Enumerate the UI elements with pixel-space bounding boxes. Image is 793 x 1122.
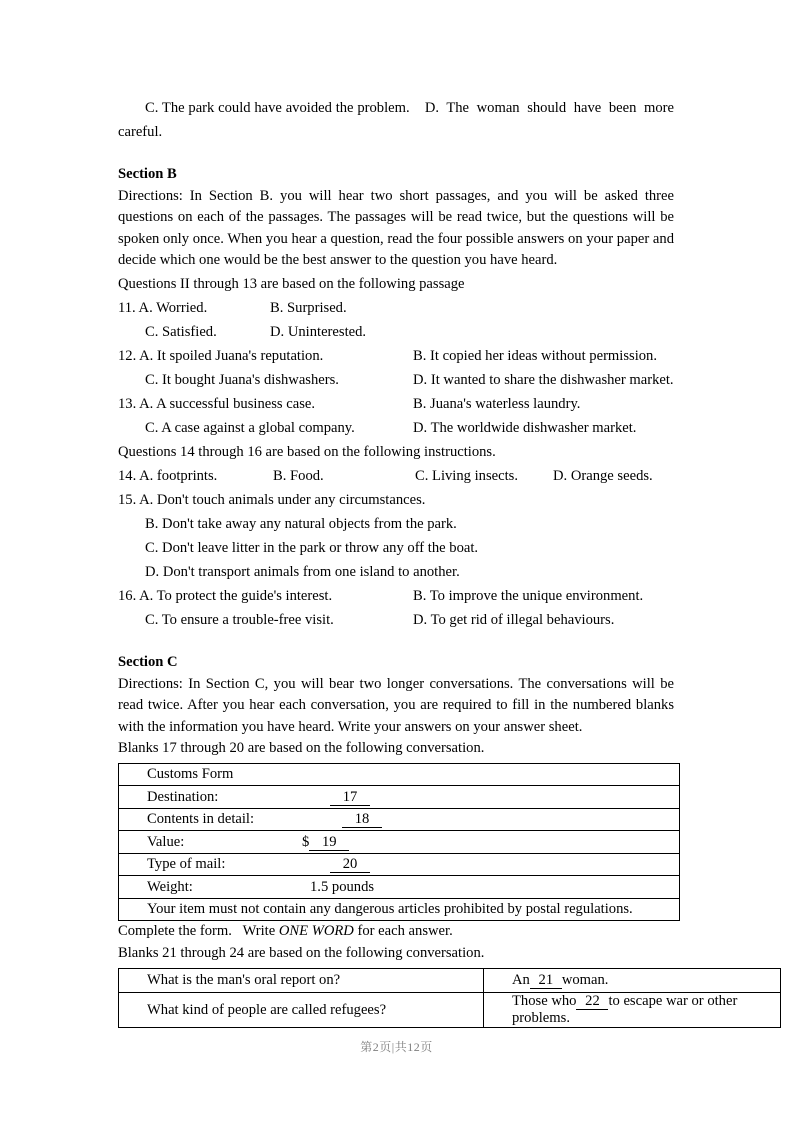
question-15-row-a: [118, 488, 674, 512]
questions-14-16-intro: Questions 14 through 16 are based on the following instructions.: [118, 443, 496, 460]
option-15-a: 15. A. Don't touch animals under any circumstances.: [118, 491, 426, 508]
complete-form-instruction: [118, 921, 674, 943]
blank-18: 18: [342, 811, 382, 828]
option-14-d: D. Orange seeds.: [553, 467, 653, 484]
option-12-c: C. It bought Juana's dishwashers.: [145, 371, 339, 388]
customs-form-row-weight: [119, 876, 680, 899]
option-15-d: D. Don't transport animals from one island to another.: [145, 563, 460, 580]
blank-20: 20: [330, 856, 370, 873]
question-12-row-cd: [118, 368, 674, 392]
qa-answer-1-pre: An: [512, 971, 530, 988]
question-15-row-c: [118, 536, 674, 560]
option-11-b: B. Surprised.: [270, 299, 347, 316]
blank-22: 22: [576, 993, 608, 1010]
question-11-row-ab: [118, 296, 674, 320]
page-footer: 第2页|共12页: [360, 1040, 433, 1054]
option-11-c: C. Satisfied.: [145, 323, 217, 340]
customs-form-row-destination: [119, 786, 680, 809]
qa-row-1: [119, 968, 781, 993]
weight-value: 1.5 pounds: [310, 878, 375, 895]
option-11-a: 11. A. Worried.: [118, 299, 208, 316]
customs-form-note-row: [119, 898, 680, 921]
customs-form-row-contents: [119, 808, 680, 831]
blanks-21-24-intro: Blanks 21 through 24 are based on the following conversation.: [118, 945, 485, 962]
qa-answer-1-post: woman.: [561, 971, 609, 988]
option-16-b: B. To improve the unique environment.: [413, 587, 644, 604]
option-15-b: B. Don't take away any natural objects from the park.: [145, 515, 457, 532]
section-b-directions: Directions: In Section B. you will hear two short passages, and you will be asked three questions on each of the passages. The passages will be read twice, but the questions will be spoken only once. When you hear a question, read the four possible answers on your paper and decide which one would be the best answer to the question you have heard.: [118, 187, 678, 269]
complete-form-pre: Complete the form. Write: [118, 923, 279, 940]
section-b-heading: Section B: [118, 166, 177, 182]
option-16-a: 16. A. To protect the guide's interest.: [118, 587, 333, 604]
option-13-c: C. A case against a global company.: [145, 419, 355, 436]
option-13-a: 13. A. A successful business case.: [118, 395, 315, 412]
option-13-d: D. The worldwide dishwasher market.: [413, 419, 637, 436]
destination-label: Destination:: [147, 788, 219, 805]
question-13-row-cd: [118, 416, 674, 440]
option-12-b: B. It copied her ideas without permission.: [413, 347, 657, 364]
section-c-directions: Directions: In Section C, you will bear two longer conversations. The conversations will be read twice. After you hear each conversation, you are required to fill in the numbered blanks with the information you have heard. Write your answers on your answer sheet.: [118, 675, 678, 735]
qa-answer-2-post: to escape war or other problems.: [512, 993, 738, 1027]
weight-label: Weight:: [147, 878, 193, 895]
option-16-d: D. To get rid of illegal behaviours.: [413, 611, 615, 628]
qa-table: [118, 968, 781, 1029]
question-15-row-d: [118, 560, 674, 584]
question-16-row-cd: [118, 608, 674, 632]
blank-19: 19: [309, 834, 349, 851]
option-11-d: D. Uninterested.: [270, 323, 367, 340]
question-12-row-ab: [118, 344, 674, 368]
page-content: [118, 96, 738, 1028]
option-14-c: C. Living insects.: [415, 467, 518, 484]
customs-form-title: Customs Form: [147, 766, 234, 783]
section-c-heading: Section C: [118, 653, 178, 670]
one-word-emphasis: ONE WORD: [278, 923, 354, 940]
qa-row-2: [119, 993, 781, 1028]
option-13-b: B. Juana's waterless laundry.: [413, 395, 581, 412]
dollar-prefix: $: [302, 833, 310, 850]
blanks-17-20-intro: Blanks 17 through 20 are based on the following conversation.: [118, 740, 485, 757]
question-16-row-ab: [118, 584, 674, 608]
blank-17: 17: [330, 789, 370, 806]
contents-label: Contents in detail:: [147, 811, 255, 828]
question-14-row: [118, 464, 674, 488]
type-of-mail-label: Type of mail:: [147, 856, 226, 873]
customs-form-title-row: [119, 763, 680, 786]
customs-form-table: [118, 763, 680, 922]
complete-form-post: for each answer.: [353, 923, 453, 940]
option-12-d: D. It wanted to share the dishwasher market.: [413, 371, 674, 388]
blank-21: 21: [530, 972, 562, 989]
value-label: Value:: [147, 833, 185, 850]
qa-question-1: What is the man's oral report on?: [147, 971, 341, 988]
qa-question-2: What kind of people are called refugees?: [147, 1001, 387, 1018]
answer-line-cd: C. The park could have avoided the problem. D. The woman should have been more careful.: [118, 100, 678, 140]
question-15-row-b: [118, 512, 674, 536]
option-12-a: 12. A. It spoiled Juana's reputation.: [118, 347, 324, 364]
option-14-b: B. Food.: [273, 467, 324, 484]
qa-answer-2-pre: Those who: [512, 993, 577, 1010]
question-11-row-cd: [118, 320, 674, 344]
customs-form-note: Your item must not contain any dangerous articles prohibited by postal regulations.: [147, 901, 633, 918]
customs-form-row-type: [119, 853, 680, 876]
questions-11-13-intro: Questions II through 13 are based on the following passage: [118, 275, 465, 292]
option-15-c: C. Don't leave litter in the park or throw any off the boat.: [145, 539, 479, 556]
option-16-c: C. To ensure a trouble-free visit.: [145, 611, 334, 628]
option-14-a: 14. A. footprints.: [118, 467, 218, 484]
question-13-row-ab: [118, 392, 674, 416]
customs-form-row-value: [119, 831, 680, 854]
